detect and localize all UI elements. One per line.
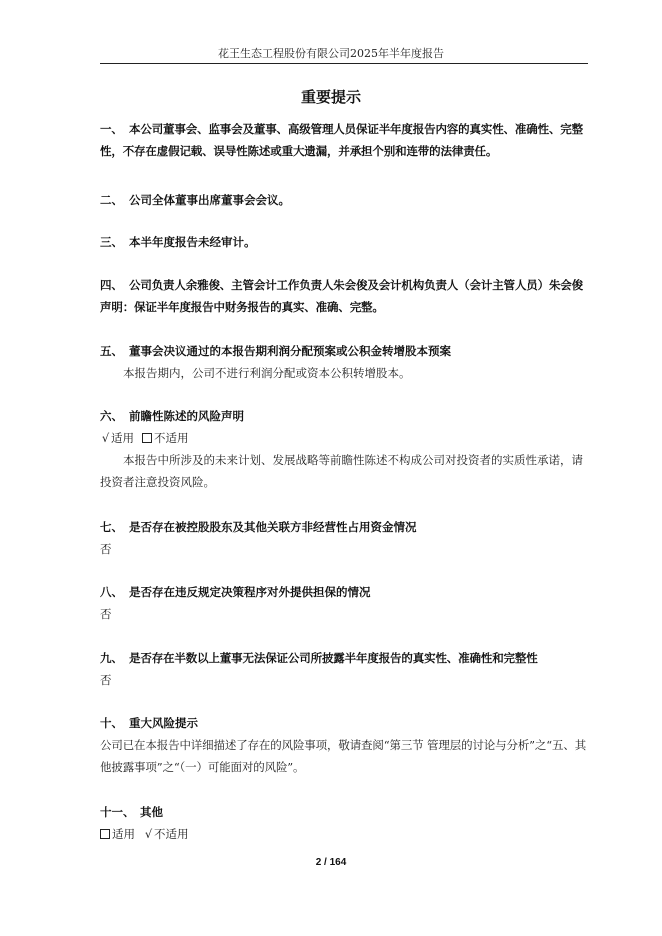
applicable-label: 适用 xyxy=(111,431,134,445)
section-8-body: 否 xyxy=(100,607,112,621)
section-2 xyxy=(100,189,592,211)
empty-checkbox-icon xyxy=(142,433,152,443)
section-11 xyxy=(100,801,592,845)
section-6-heading xyxy=(100,405,592,427)
header-divider xyxy=(100,63,588,64)
section-10-num: 十、 xyxy=(100,716,123,730)
section-2-heading xyxy=(100,189,592,211)
section-6-num: 六、 xyxy=(100,409,123,423)
section-6-text: 前瞻性陈述的风险声明 xyxy=(129,409,244,423)
section-9-heading xyxy=(100,647,592,669)
applicable-label: 适用 xyxy=(112,827,135,841)
section-6-body: 本报告中所涉及的未来计划、发展战略等前瞻性陈述不构成公司对投资者的实质性承诺，请投资者注意投资风险。 xyxy=(100,453,583,489)
section-9-text: 是否存在半数以上董事无法保证公司所披露半年度报告的真实性、准确性和完整性 xyxy=(129,651,538,665)
section-4-heading xyxy=(100,274,592,318)
section-4-text: 公司负责人余雅俊、主管会计工作负责人朱会俊及会计机构负责人（会计主管人员）朱会俊声明：保证半年度报告中财务报告的真实、准确、完整。 xyxy=(100,278,583,314)
section-7-text: 是否存在被控股股东及其他关联方非经营性占用资金情况 xyxy=(129,520,417,534)
checkmark-icon: √ xyxy=(144,827,153,841)
section-7 xyxy=(100,516,592,560)
section-8-num: 八、 xyxy=(100,585,123,599)
section-2-num: 二、 xyxy=(100,193,123,207)
section-11-heading xyxy=(100,801,592,823)
section-2-text: 公司全体董事出席董事会会议。 xyxy=(129,193,290,207)
section-7-num: 七、 xyxy=(100,520,123,534)
section-10 xyxy=(100,712,592,778)
not-applicable-label: 不适用 xyxy=(154,827,189,841)
section-1 xyxy=(100,118,592,162)
empty-checkbox-icon xyxy=(100,829,110,839)
section-9-num: 九、 xyxy=(100,651,123,665)
section-10-heading xyxy=(100,712,592,734)
section-7-body: 否 xyxy=(100,542,112,556)
section-10-text: 重大风险提示 xyxy=(129,716,198,730)
section-9-body: 否 xyxy=(100,673,112,687)
section-5-body: 本报告期内，公司不进行利润分配或资本公积转增股本。 xyxy=(123,366,411,380)
section-3-num: 三、 xyxy=(100,235,123,249)
section-8 xyxy=(100,581,592,625)
section-4 xyxy=(100,274,592,318)
section-5-text: 董事会决议通过的本报告期利润分配预案或公积金转增股本预案 xyxy=(129,344,451,358)
section-9 xyxy=(100,647,592,691)
section-11-text: 其他 xyxy=(140,805,163,819)
page-number: 2 / 164 xyxy=(315,857,347,868)
running-header: 花王生态工程股份有限公司2025年半年度报告 xyxy=(218,47,444,60)
section-1-heading xyxy=(100,118,592,162)
section-5-num: 五、 xyxy=(100,344,123,358)
section-5 xyxy=(100,340,592,384)
section-3-text: 本半年度报告未经审计。 xyxy=(129,235,256,249)
section-6 xyxy=(100,405,592,493)
section-11-num: 十一、 xyxy=(100,805,135,819)
section-10-body: 公司已在本报告中详细描述了存在的风险事项，敬请查阅“第三节 管理层的讨论与分析”之“五、其他披露事项”之“（一）可能面对的风险”。 xyxy=(100,738,587,774)
section-8-text: 是否存在违反规定决策程序对外提供担保的情况 xyxy=(129,585,371,599)
section-7-heading xyxy=(100,516,592,538)
section-3 xyxy=(100,231,592,253)
not-applicable-label: 不适用 xyxy=(154,431,189,445)
section-4-num: 四、 xyxy=(100,278,123,292)
page-title: 重要提示 xyxy=(300,88,361,106)
section-3-heading xyxy=(100,231,592,253)
section-1-num: 一、 xyxy=(100,122,123,136)
section-6-options xyxy=(100,427,592,449)
section-5-heading xyxy=(100,340,592,362)
section-8-heading xyxy=(100,581,592,603)
checkmark-icon: √ xyxy=(101,431,110,445)
section-11-options xyxy=(100,823,592,845)
section-1-text: 本公司董事会、监事会及董事、高级管理人员保证半年度报告内容的真实性、准确性、完整性，不存在虚假记载、误导性陈述或重大遗漏，并承担个别和连带的法律责任。 xyxy=(100,122,583,158)
